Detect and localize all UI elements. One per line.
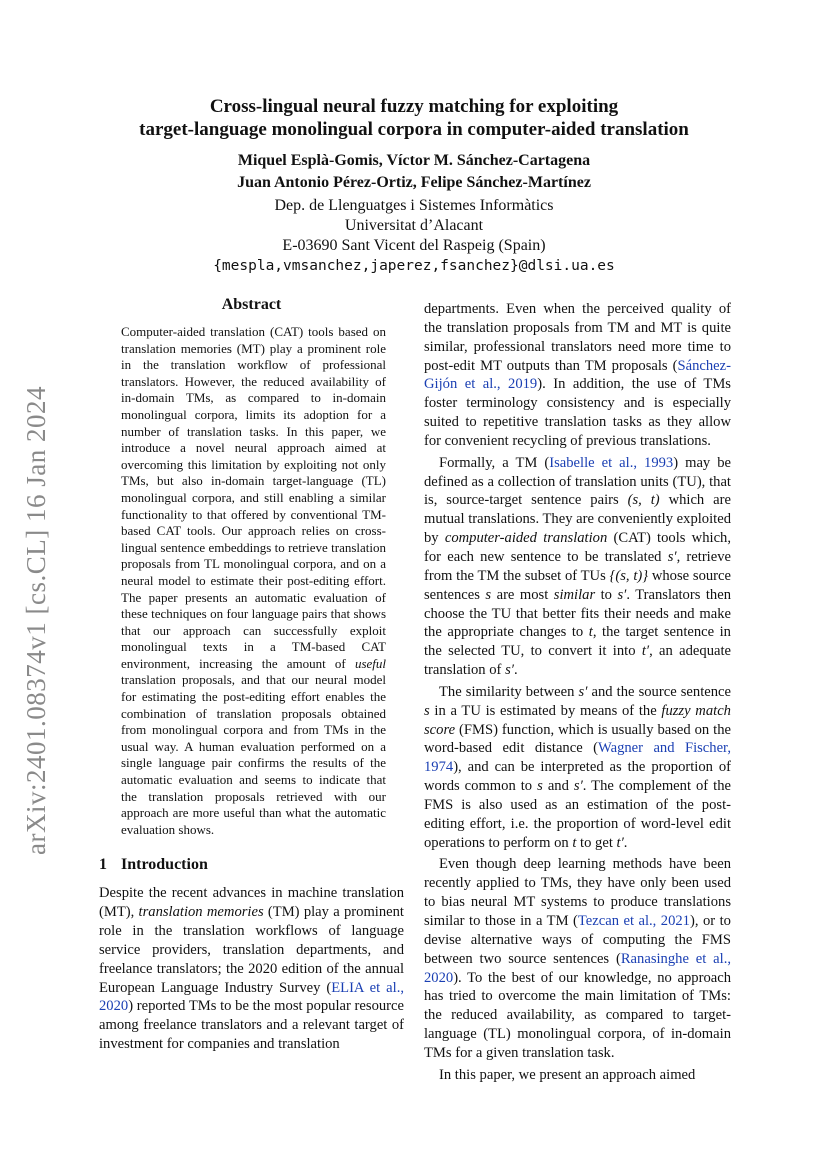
citation-link[interactable]: Wagner and Fischer, 1974 (424, 740, 731, 776)
citation-link[interactable]: Tezcan et al., 2021 (577, 913, 690, 929)
abstract-emphasis: useful (354, 655, 386, 671)
body-text-part: , an adequate translation of (424, 643, 731, 679)
body-text-part: which are mutual translations. They are conveniently exploited by (424, 492, 731, 547)
affiliation-address: E-03690 Sant Vicent del Raspeig (Spain) (282, 237, 546, 254)
math-symbol: s′ (505, 662, 514, 679)
math-symbol: s (485, 586, 492, 603)
body-paragraph-tm-definition (424, 454, 731, 680)
intro-text-part: ) reported TMs to be the most popular resource among freelance translators and a relevant target of investment for companies and translation (99, 998, 404, 1053)
body-text-part: Formally, a TM ( (439, 454, 550, 471)
math-symbol: s (424, 702, 430, 719)
math-symbol: s′ (573, 778, 583, 795)
title-line-1: Cross-lingual neural fuzzy matching for exploiting (209, 96, 619, 117)
body-text-part: . The complement of the FMS is also used as an estimation of the post-editing effort, i.e. the proportion of word-level edit operations to perform on (424, 778, 731, 851)
section-title: Introduction (121, 856, 208, 874)
math-symbol: s′ (667, 548, 677, 565)
section-heading-introduction (99, 856, 404, 874)
arxiv-identifier-stamp (16, 360, 56, 880)
body-paragraph-similarity (424, 683, 731, 853)
abstract-text-part: Computer-aided translation (CAT) tools based on translation memories (MT) play a prominent role in the translation workflow of professional translators. However, the reduced availability of in-domain TMs, as compared to in-domain monolingual corpora, limits its adoption for a number of translation tasks. In this paper, we introduce a novel neural approach aimed at overcoming this limitation by exploiting not only TMs, but also in-domain target-language (TL) monolingual corpora, and still enabling a similar functionality to that offered by conventional TM-based CAT tools. Our approach relies on cross-lingual sentence embeddings to retrieve translation proposals from TL monolingual corpora, and on a neural model to estimate their post-editing effort. The paper presents an automatic evaluation of these techniques on four language pairs that shows that our approach can successfully exploit monolingual texts in a TM-based CAT environment, increasing the amount of (121, 324, 386, 671)
section-number: 1 (99, 856, 107, 874)
body-text-part: The similarity between (439, 683, 579, 700)
math-symbol: t (572, 834, 577, 851)
affiliation-block (80, 196, 748, 276)
math-symbol: (s, t) (627, 492, 660, 509)
math-symbol: s′ (617, 586, 627, 603)
title-line-2: target-language monolingual corpora in computer-aided translation (139, 119, 689, 140)
abstract-text (99, 324, 404, 838)
body-text-part: , the target sentence in the selected TU, to convert it into (424, 624, 731, 660)
body-paragraph-continued (424, 300, 731, 451)
body-emphasis: similar (553, 586, 596, 603)
math-symbol: t′ (616, 834, 624, 851)
math-symbol: t (588, 624, 593, 641)
body-text-part: to get (576, 834, 617, 851)
body-text-part: to (595, 586, 618, 603)
left-column (99, 296, 404, 1054)
body-text-part: ), and can be interpreted as the proportion of words common to (424, 759, 731, 795)
body-paragraph-deep-learning (424, 855, 731, 1062)
body-text-part: . Translators then choose the TU that better fits their needs and make the appropriate changes to (424, 586, 731, 641)
citation-link[interactable]: ELIA et al., 2020 (99, 979, 404, 1015)
body-text-part: In this paper, we present an approach aimed (439, 1066, 696, 1083)
affiliation-university: Universitat d’Alacant (344, 217, 484, 234)
body-text-part: ). To the best of our knowledge, no approach has tried to overcome the main limitation of TMs: the reduced availability, as compared to target-language (TL) monolingual corpora, of in-domain TMs for a given translation task. (424, 969, 731, 1061)
author-list (80, 150, 748, 194)
body-emphasis: computer-aided translation (444, 530, 608, 547)
authors-line-2: Juan Antonio Pérez-Ortiz, Felipe Sánchez-Martínez (237, 174, 591, 191)
body-text-part: (CAT) tools which, for each new sentence to be translated (424, 530, 731, 565)
right-column (424, 300, 731, 1088)
arxiv-identifier-text: arXiv:2401.08374v1 [cs.CL] 16 Jan 2024 (20, 385, 51, 855)
abstract-heading: Abstract (221, 296, 282, 313)
citation-link[interactable]: Sánchez-Gijón et al., 2019 (424, 357, 731, 393)
body-text-part: Even though deep learning methods have been recently applied to TMs, they have only been used to bias neural MT systems to produce translations similar to those in a TM ( (424, 856, 731, 929)
body-text-part: ). In addition, the use of TMs foster terminology consistency and is especially suited to repetitive translation tasks as they allow for convenient recycling of previous translations. (424, 376, 731, 449)
citation-link[interactable]: Ranasinghe et al., 2020 (424, 950, 732, 986)
citation-link[interactable]: Isabelle et al., 1993 (549, 454, 674, 471)
author-emails: {mespla,vmsanchez,japerez,fsanchez}@dlsi.ua.es (213, 258, 615, 274)
body-text-part: are most (491, 586, 554, 603)
body-text-part: departments. Even when the perceived quality of the translation proposals from TM and MT is quite similar, professional translators need more time to post-edit MT outputs than TM proposals ( (424, 301, 731, 374)
intro-text-part: (TM) play a prominent role in the translation workflows of language service providers, translation departments, and freelance translators; the 2020 edition of the annual European Language Industry Survey ( (99, 904, 404, 996)
math-symbol: t′ (641, 643, 650, 660)
body-paragraph-approach (424, 1066, 731, 1085)
math-symbol: {(s, t)} (609, 567, 649, 584)
body-text-part: and (542, 778, 574, 795)
authors-line-1: Miquel Esplà-Gomis, Víctor M. Sánchez-Cartagena (237, 152, 591, 169)
body-text-part: and the source sentence (587, 683, 731, 700)
body-text-part: ) may be defined as a collection of translation units (TU), that is, source-target sentence pairs (424, 454, 732, 509)
body-text-part: in a TU is estimated by means of the (429, 702, 662, 719)
math-symbol: s (537, 778, 543, 795)
intro-paragraph-1 (99, 884, 404, 1054)
body-emphasis: fuzzy match score (424, 702, 731, 738)
body-text-part: . (623, 834, 628, 851)
intro-emphasis: translation memories (138, 904, 264, 921)
paper-title (80, 95, 748, 141)
intro-text-part: Despite the recent advances in machine translation (MT), (99, 885, 404, 921)
abstract-text-part: translation proposals, and that our neural model for estimating the post-editing effort enables the combination of translation proposals obtained from monolingual corpora and from TMs in the usual way. A human evaluation performed on a single language pair confirms the results of the automatic evaluation and seems to indicate that the translation proposals retrieved with our approach are more useful than what the automatic evaluation shows. (121, 672, 386, 837)
math-symbol: s′ (578, 683, 588, 700)
body-text-part: . (513, 662, 518, 679)
affiliation-department: Dep. de Llenguatges i Sistemes Informàtics (274, 197, 554, 214)
body-text-part: (FMS) function, which is usually based on the word-based edit distance ( (424, 721, 731, 757)
body-text-part: , retrieve from the TM the subset of TUs (424, 548, 731, 584)
body-text-part: whose source sentences (424, 567, 731, 603)
body-text-part: ), or to devise alternative ways of computing the FMS between two source sentences ( (424, 913, 731, 967)
